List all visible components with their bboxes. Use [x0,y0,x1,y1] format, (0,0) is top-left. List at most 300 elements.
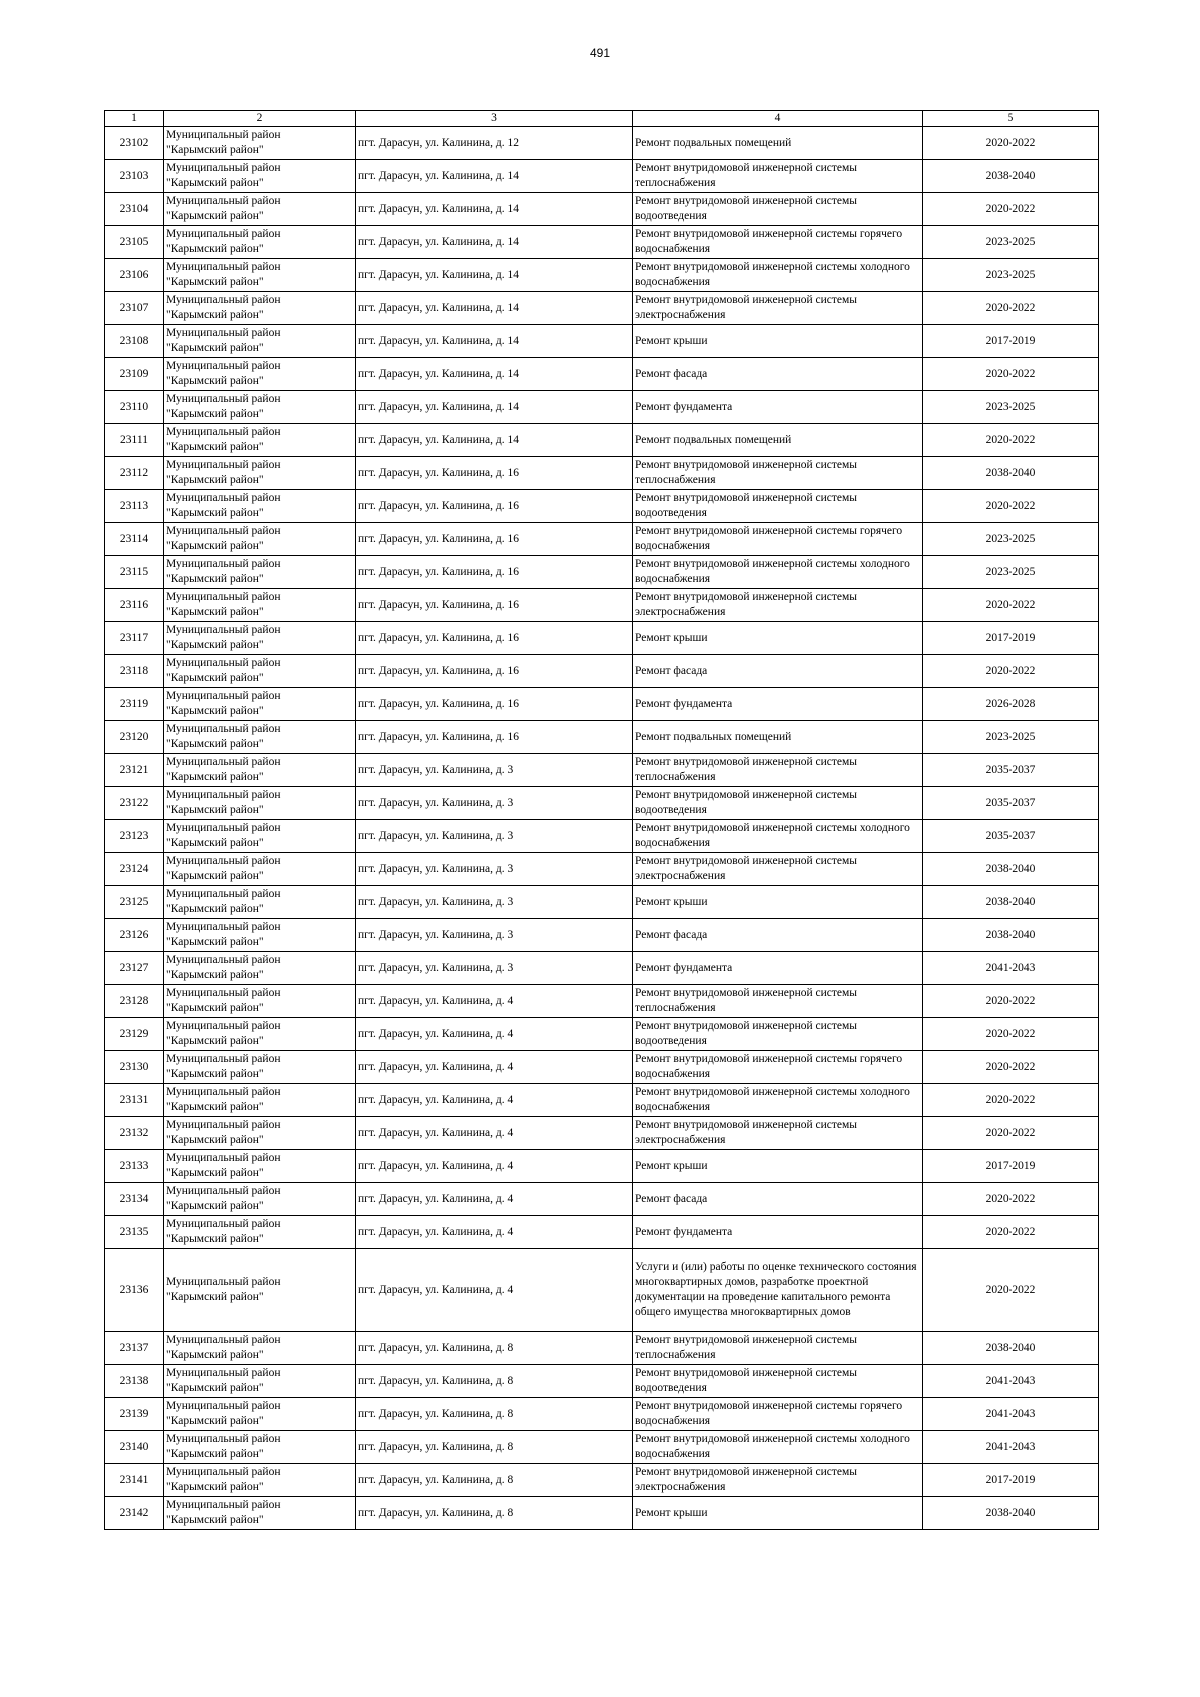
municipality-line: "Карымский район" [166,606,264,618]
period-cell: 2020-2022 [923,985,1099,1018]
municipality-cell [164,1183,356,1216]
municipality-cell [164,193,356,226]
municipality-line: Муниципальный район [166,327,281,339]
row-number-cell: 23114 [105,523,164,556]
municipality-line: "Карымский район" [166,276,264,288]
row-number-cell: 23108 [105,325,164,358]
municipality-line: "Карымский район" [166,441,264,453]
work-type-cell: Ремонт внутридомовой инженерной системы электроснабжения [633,1117,923,1150]
table-row [105,127,1099,160]
municipality-line: "Карымский район" [166,1101,264,1113]
work-type-cell: Услуги и (или) работы по оценке технического состояния многоквартирных домов, разработке проектной документации на проведение капитального ремонта общего имущества многоквартирных домов [633,1249,923,1332]
work-type-cell: Ремонт внутридомовой инженерной системы горячего водоснабжения [633,1398,923,1431]
period-cell: 2038-2040 [923,1332,1099,1365]
row-number-cell: 23113 [105,490,164,523]
work-type-cell: Ремонт внутридомовой инженерной системы водоотведения [633,490,923,523]
table-row [105,985,1099,1018]
period-cell: 2038-2040 [923,919,1099,952]
table-row [105,688,1099,721]
municipality-cell [164,1051,356,1084]
work-type-cell: Ремонт внутридомовой инженерной системы холодного водоснабжения [633,1431,923,1464]
municipality-cell [164,721,356,754]
table-row [105,1398,1099,1431]
municipality-line: "Карымский район" [166,1448,264,1460]
municipality-line: Муниципальный район [166,1152,281,1164]
period-cell: 2020-2022 [923,1216,1099,1249]
work-type-cell: Ремонт внутридомовой инженерной системы горячего водоснабжения [633,226,923,259]
municipality-line: "Карымский район" [166,1035,264,1047]
address-cell: пгт. Дарасун, ул. Калинина, д. 8 [356,1464,633,1497]
municipality-line: "Карымский район" [166,1002,264,1014]
row-number-cell: 23103 [105,160,164,193]
row-number-cell: 23110 [105,391,164,424]
municipality-cell [164,952,356,985]
municipality-line: "Карымский район" [166,969,264,981]
period-cell: 2017-2019 [923,622,1099,655]
row-number-cell: 23121 [105,754,164,787]
work-type-cell: Ремонт крыши [633,886,923,919]
period-cell: 2017-2019 [923,1464,1099,1497]
period-cell: 2020-2022 [923,1018,1099,1051]
period-cell: 2041-2043 [923,952,1099,985]
municipality-line: "Карымский район" [166,309,264,321]
address-cell: пгт. Дарасун, ул. Калинина, д. 8 [356,1497,633,1530]
municipality-cell [164,1084,356,1117]
table-row [105,1150,1099,1183]
municipality-cell [164,1150,356,1183]
municipality-cell [164,226,356,259]
table-row [105,1464,1099,1497]
municipality-cell [164,754,356,787]
work-type-cell: Ремонт внутридомовой инженерной системы теплоснабжения [633,985,923,1018]
address-cell: пгт. Дарасун, ул. Калинина, д. 14 [356,358,633,391]
municipality-line: Муниципальный район [166,756,281,768]
address-cell: пгт. Дарасун, ул. Калинина, д. 16 [356,457,633,490]
table-row [105,1249,1099,1332]
address-cell: пгт. Дарасун, ул. Калинина, д. 3 [356,886,633,919]
address-cell: пгт. Дарасун, ул. Калинина, д. 4 [356,1051,633,1084]
address-cell: пгт. Дарасун, ул. Калинина, д. 4 [356,1216,633,1249]
address-cell: пгт. Дарасун, ул. Калинина, д. 16 [356,622,633,655]
work-type-cell: Ремонт внутридомовой инженерной системы водоотведения [633,1018,923,1051]
municipality-line: Муниципальный район [166,1119,281,1131]
table-row [105,820,1099,853]
row-number-cell: 23123 [105,820,164,853]
address-cell: пгт. Дарасун, ул. Калинина, д. 4 [356,1150,633,1183]
municipality-line: "Карымский район" [166,837,264,849]
work-type-cell: Ремонт внутридомовой инженерной системы теплоснабжения [633,457,923,490]
table-row [105,490,1099,523]
row-number-cell: 23131 [105,1084,164,1117]
municipality-line: "Карымский район" [166,1514,264,1526]
period-cell: 2035-2037 [923,820,1099,853]
municipality-cell [164,1398,356,1431]
row-number-cell: 23112 [105,457,164,490]
page-number: 491 [589,46,611,60]
municipality-line: "Карымский район" [166,936,264,948]
address-cell: пгт. Дарасун, ул. Калинина, д. 16 [356,556,633,589]
table-row [105,952,1099,985]
row-number-cell: 23140 [105,1431,164,1464]
work-type-cell: Ремонт внутридомовой инженерной системы электроснабжения [633,292,923,325]
municipality-line: "Карымский район" [166,1134,264,1146]
table-row [105,1117,1099,1150]
municipality-line: "Карымский район" [166,540,264,552]
row-number-cell: 23105 [105,226,164,259]
period-cell: 2023-2025 [923,556,1099,589]
municipality-line: "Карымский район" [166,870,264,882]
municipality-line: Муниципальный район [166,1276,281,1288]
address-cell: пгт. Дарасун, ул. Калинина, д. 3 [356,952,633,985]
row-number-cell: 23111 [105,424,164,457]
municipality-line: Муниципальный район [166,1185,281,1197]
row-number-cell: 23124 [105,853,164,886]
period-cell: 2020-2022 [923,424,1099,457]
municipality-line: "Карымский район" [166,1233,264,1245]
table-row [105,655,1099,688]
work-type-cell: Ремонт крыши [633,325,923,358]
row-number-cell: 23130 [105,1051,164,1084]
table-row [105,1497,1099,1530]
work-type-cell: Ремонт внутридомовой инженерной системы электроснабжения [633,1464,923,1497]
row-number-cell: 23109 [105,358,164,391]
address-cell: пгт. Дарасун, ул. Калинина, д. 14 [356,292,633,325]
municipality-cell [164,1249,356,1332]
municipality-cell [164,1431,356,1464]
municipality-line: Муниципальный район [166,921,281,933]
table-row [105,1183,1099,1216]
table-row [105,193,1099,226]
municipality-cell [164,391,356,424]
address-cell: пгт. Дарасун, ул. Калинина, д. 8 [356,1398,633,1431]
period-cell: 2020-2022 [923,1249,1099,1332]
column-header: 4 [633,111,923,127]
municipality-line: "Карымский район" [166,1167,264,1179]
municipality-cell [164,985,356,1018]
address-cell: пгт. Дарасун, ул. Калинина, д. 4 [356,1018,633,1051]
municipality-line: Муниципальный район [166,261,281,273]
table-row [105,1018,1099,1051]
municipality-line: Муниципальный район [166,1400,281,1412]
address-cell: пгт. Дарасун, ул. Калинина, д. 14 [356,160,633,193]
work-type-cell: Ремонт внутридомовой инженерной системы горячего водоснабжения [633,523,923,556]
municipality-line: "Карымский район" [166,639,264,651]
municipality-line: "Карымский район" [166,705,264,717]
period-cell: 2041-2043 [923,1431,1099,1464]
municipality-cell [164,556,356,589]
municipality-line: Муниципальный район [166,657,281,669]
work-type-cell: Ремонт подвальных помещений [633,127,923,160]
municipality-line: Муниципальный район [166,195,281,207]
column-header: 1 [105,111,164,127]
municipality-line: Муниципальный район [166,162,281,174]
work-type-cell: Ремонт крыши [633,622,923,655]
address-cell: пгт. Дарасун, ул. Калинина, д. 16 [356,523,633,556]
period-cell: 2035-2037 [923,754,1099,787]
municipality-cell [164,424,356,457]
row-number-cell: 23129 [105,1018,164,1051]
municipality-line: "Карымский район" [166,1200,264,1212]
table-row [105,325,1099,358]
municipality-line: Муниципальный район [166,1499,281,1511]
municipality-cell [164,853,356,886]
address-cell: пгт. Дарасун, ул. Калинина, д. 4 [356,1117,633,1150]
municipality-cell [164,1497,356,1530]
row-number-cell: 23125 [105,886,164,919]
address-cell: пгт. Дарасун, ул. Калинина, д. 4 [356,985,633,1018]
column-header: 3 [356,111,633,127]
address-cell: пгт. Дарасун, ул. Калинина, д. 4 [356,1249,633,1332]
municipality-line: Муниципальный район [166,558,281,570]
row-number-cell: 23139 [105,1398,164,1431]
table-row [105,1084,1099,1117]
row-number-cell: 23135 [105,1216,164,1249]
municipality-cell [164,160,356,193]
row-number-cell: 23104 [105,193,164,226]
row-number-cell: 23134 [105,1183,164,1216]
table-row [105,1332,1099,1365]
address-cell: пгт. Дарасун, ул. Калинина, д. 16 [356,721,633,754]
municipality-cell [164,358,356,391]
row-number-cell: 23106 [105,259,164,292]
work-type-cell: Ремонт внутридомовой инженерной системы теплоснабжения [633,754,923,787]
row-number-cell: 23137 [105,1332,164,1365]
municipality-line: "Карымский район" [166,1291,264,1303]
work-type-cell: Ремонт внутридомовой инженерной системы горячего водоснабжения [633,1051,923,1084]
municipality-cell [164,886,356,919]
municipality-line: Муниципальный район [166,888,281,900]
period-cell: 2023-2025 [923,391,1099,424]
municipality-line: "Карымский район" [166,507,264,519]
period-cell: 2020-2022 [923,358,1099,391]
row-number-cell: 23119 [105,688,164,721]
table-row [105,391,1099,424]
period-cell: 2020-2022 [923,1183,1099,1216]
municipality-cell [164,655,356,688]
municipality-line: "Карымский район" [166,144,264,156]
work-type-cell: Ремонт внутридомовой инженерной системы теплоснабжения [633,160,923,193]
address-cell: пгт. Дарасун, ул. Калинина, д. 8 [356,1431,633,1464]
row-number-cell: 23115 [105,556,164,589]
period-cell: 2038-2040 [923,160,1099,193]
municipality-cell [164,1332,356,1365]
municipality-cell [164,457,356,490]
municipality-line: "Карымский район" [166,1068,264,1080]
work-type-cell: Ремонт фасада [633,358,923,391]
municipality-line: "Карымский район" [166,672,264,684]
period-cell: 2017-2019 [923,1150,1099,1183]
period-cell: 2023-2025 [923,721,1099,754]
municipality-line: "Карымский район" [166,771,264,783]
municipality-line: Муниципальный район [166,426,281,438]
table-row [105,226,1099,259]
work-type-cell: Ремонт крыши [633,1497,923,1530]
municipality-line: "Карымский район" [166,342,264,354]
period-cell: 2017-2019 [923,325,1099,358]
municipality-line: Муниципальный район [166,954,281,966]
municipality-cell [164,490,356,523]
table-row [105,1216,1099,1249]
work-type-cell: Ремонт фундамента [633,1216,923,1249]
municipality-line: Муниципальный район [166,822,281,834]
work-type-cell: Ремонт фасада [633,919,923,952]
municipality-line: "Карымский район" [166,1382,264,1394]
municipality-line: Муниципальный район [166,690,281,702]
municipality-line: "Карымский район" [166,1415,264,1427]
row-number-cell: 23127 [105,952,164,985]
table-row [105,622,1099,655]
municipality-line: Муниципальный район [166,987,281,999]
municipality-line: "Карымский район" [166,210,264,222]
municipality-line: Муниципальный район [166,723,281,735]
row-number-cell: 23118 [105,655,164,688]
period-cell: 2035-2037 [923,787,1099,820]
municipality-line: Муниципальный район [166,1433,281,1445]
table-row [105,1051,1099,1084]
municipality-line: Муниципальный район [166,228,281,240]
table-row [105,292,1099,325]
municipality-line: Муниципальный район [166,1218,281,1230]
capital-repair-table [104,110,1099,1530]
row-number-cell: 23116 [105,589,164,622]
work-type-cell: Ремонт подвальных помещений [633,721,923,754]
municipality-line: "Карымский район" [166,573,264,585]
municipality-cell [164,622,356,655]
period-cell: 2038-2040 [923,886,1099,919]
municipality-line: Муниципальный район [166,525,281,537]
table-row [105,457,1099,490]
work-type-cell: Ремонт фундамента [633,688,923,721]
municipality-line: Муниципальный район [166,789,281,801]
table-row [105,919,1099,952]
municipality-cell [164,127,356,160]
row-number-cell: 23102 [105,127,164,160]
table-row [105,853,1099,886]
column-header: 2 [164,111,356,127]
work-type-cell: Ремонт внутридомовой инженерной системы холодного водоснабжения [633,556,923,589]
period-cell: 2020-2022 [923,1084,1099,1117]
table-row [105,589,1099,622]
municipality-cell [164,1018,356,1051]
municipality-line: "Карымский район" [166,804,264,816]
address-cell: пгт. Дарасун, ул. Калинина, д. 8 [356,1365,633,1398]
period-cell: 2041-2043 [923,1398,1099,1431]
municipality-line: Муниципальный район [166,1367,281,1379]
period-cell: 2023-2025 [923,226,1099,259]
row-number-cell: 23126 [105,919,164,952]
municipality-line: Муниципальный район [166,360,281,372]
work-type-cell: Ремонт фасада [633,655,923,688]
table-row [105,1431,1099,1464]
period-cell: 2020-2022 [923,589,1099,622]
period-cell: 2023-2025 [923,523,1099,556]
row-number-cell: 23122 [105,787,164,820]
work-type-cell: Ремонт крыши [633,1150,923,1183]
municipality-cell [164,1365,356,1398]
address-cell: пгт. Дарасун, ул. Калинина, д. 4 [356,1183,633,1216]
municipality-cell [164,325,356,358]
municipality-line: Муниципальный район [166,492,281,504]
period-cell: 2020-2022 [923,655,1099,688]
municipality-line: Муниципальный район [166,459,281,471]
address-cell: пгт. Дарасун, ул. Калинина, д. 8 [356,1332,633,1365]
address-cell: пгт. Дарасун, ул. Калинина, д. 16 [356,688,633,721]
municipality-line: "Карымский район" [166,408,264,420]
row-number-cell: 23133 [105,1150,164,1183]
period-cell: 2038-2040 [923,457,1099,490]
period-cell: 2020-2022 [923,292,1099,325]
municipality-line: "Карымский район" [166,738,264,750]
address-cell: пгт. Дарасун, ул. Калинина, д. 3 [356,787,633,820]
address-cell: пгт. Дарасун, ул. Калинина, д. 3 [356,853,633,886]
period-cell: 2020-2022 [923,1051,1099,1084]
address-cell: пгт. Дарасун, ул. Калинина, д. 14 [356,325,633,358]
municipality-cell [164,688,356,721]
work-type-cell: Ремонт внутридомовой инженерной системы водоотведения [633,1365,923,1398]
address-cell: пгт. Дарасун, ул. Калинина, д. 12 [356,127,633,160]
row-number-cell: 23142 [105,1497,164,1530]
municipality-line: Муниципальный район [166,1086,281,1098]
municipality-cell [164,787,356,820]
municipality-line: Муниципальный район [166,1053,281,1065]
table-row [105,358,1099,391]
address-cell: пгт. Дарасун, ул. Калинина, д. 4 [356,1084,633,1117]
row-number-cell: 23132 [105,1117,164,1150]
municipality-line: Муниципальный район [166,855,281,867]
municipality-line: "Карымский район" [166,177,264,189]
municipality-line: Муниципальный район [166,1334,281,1346]
municipality-line: Муниципальный район [166,294,281,306]
work-type-cell: Ремонт внутридомовой инженерной системы электроснабжения [633,853,923,886]
period-cell: 2026-2028 [923,688,1099,721]
municipality-cell [164,1117,356,1150]
period-cell: 2041-2043 [923,1365,1099,1398]
period-cell: 2038-2040 [923,1497,1099,1530]
municipality-cell [164,1464,356,1497]
address-cell: пгт. Дарасун, ул. Калинина, д. 14 [356,391,633,424]
municipality-line: Муниципальный район [166,1020,281,1032]
address-cell: пгт. Дарасун, ул. Калинина, д. 16 [356,490,633,523]
municipality-line: Муниципальный район [166,393,281,405]
address-cell: пгт. Дарасун, ул. Калинина, д. 3 [356,820,633,853]
table-row [105,259,1099,292]
municipality-line: Муниципальный район [166,1466,281,1478]
table-body [105,127,1099,1530]
work-type-cell: Ремонт внутридомовой инженерной системы водоотведения [633,193,923,226]
address-cell: пгт. Дарасун, ул. Калинина, д. 14 [356,424,633,457]
table-row [105,160,1099,193]
work-type-cell: Ремонт внутридомовой инженерной системы холодного водоснабжения [633,820,923,853]
work-type-cell: Ремонт внутридомовой инженерной системы холодного водоснабжения [633,1084,923,1117]
row-number-cell: 23138 [105,1365,164,1398]
municipality-cell [164,919,356,952]
table-row [105,886,1099,919]
address-cell: пгт. Дарасун, ул. Калинина, д. 14 [356,193,633,226]
row-number-cell: 23117 [105,622,164,655]
work-type-cell: Ремонт фундамента [633,391,923,424]
municipality-line: "Карымский район" [166,243,264,255]
address-cell: пгт. Дарасун, ул. Калинина, д. 3 [356,754,633,787]
table-row [105,754,1099,787]
table-row [105,424,1099,457]
address-cell: пгт. Дарасун, ул. Калинина, д. 14 [356,226,633,259]
municipality-line: "Карымский район" [166,1349,264,1361]
table-header-row [105,111,1099,127]
address-cell: пгт. Дарасун, ул. Калинина, д. 16 [356,655,633,688]
work-type-cell: Ремонт фундамента [633,952,923,985]
municipality-cell [164,523,356,556]
period-cell: 2020-2022 [923,490,1099,523]
